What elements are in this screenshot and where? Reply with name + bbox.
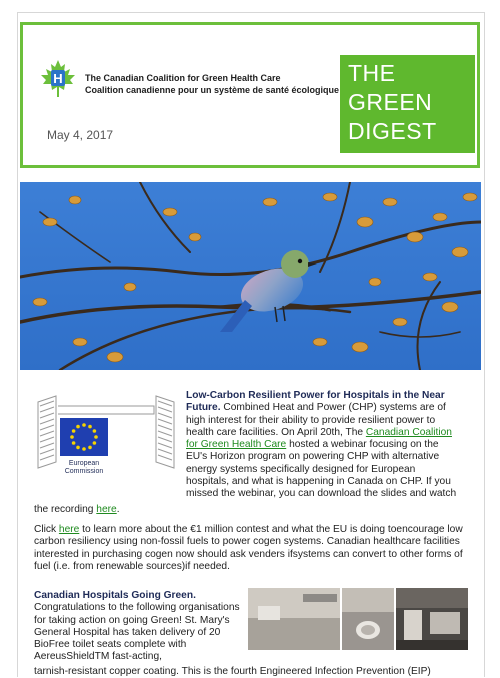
maple-leaf-h-logo-icon	[37, 59, 79, 99]
recording-here-link[interactable]: here	[96, 504, 117, 515]
article-chp-webinar	[186, 390, 460, 501]
article-title: Low-Carbon Resilient Power for Hospitals in the Near Future.	[186, 390, 445, 414]
digest-title-line: DIGEST	[348, 118, 437, 144]
eu-label-line: European	[68, 460, 100, 467]
article-text: Click	[34, 524, 59, 535]
green-digest-badge	[340, 55, 475, 153]
digest-title-line: GREEN	[348, 89, 433, 115]
svg-text:H: H	[53, 71, 63, 86]
article-text: hosted a webinar focusing on the EU's Horizon program on powering CHP with alternative energy systems specifically designed for European hospitals, and what is happening in Canada on CHP. If you missed the webinar, you can download the slides and watch	[186, 439, 457, 500]
article-hospitals-continued	[34, 666, 474, 678]
contest-here-link[interactable]: here	[58, 524, 80, 535]
hospital-room-photo	[248, 588, 340, 650]
article-text: Combined Heat and Power (CHP) systems are of high interest for their ability to provide resilient power to health care facilities. On April 20th, The	[186, 402, 446, 438]
org-name-french: Coalition canadienne pour un système de santé écologique	[85, 85, 340, 95]
article-text: Congratulations to the following organisations for taking action on going Green! St. Mary's General Hospital has taken delivery of 20 BioFree toilet seats complete with AereusShieldTM fast-acting,	[34, 602, 240, 663]
article-text: the recording	[34, 504, 97, 515]
article-text: .	[116, 504, 120, 515]
coalition-link[interactable]: Canadian Coalition for Green Health Care	[186, 426, 452, 451]
newsletter-header	[20, 22, 480, 168]
article-chp-webinar-continued	[34, 504, 474, 516]
eu-flag-icon	[60, 418, 108, 456]
digest-title-line: THE	[348, 60, 396, 86]
eu-commission-label	[60, 460, 108, 476]
article-text: to learn more about the €1 million contest and what the EU is doing toencourage low carbon resiliency using non-fossil fuels to power cogen systems. Canadian healthcare facilities interested in purchasing cogen now should ask venders ifsystems can convert to other forms of fuel (i.e. from renewable sources)if needed.	[34, 524, 463, 572]
article-text: tarnish-resistant copper coating. This is the fourth Engineered Infection Prevention (EIP)	[34, 666, 431, 677]
issue-date: May 4, 2017	[47, 128, 114, 142]
article-eu-contest	[34, 524, 474, 573]
eu-label-line: Commission	[64, 468, 104, 475]
hospital-washroom-photo	[396, 588, 468, 650]
bird-on-branch-photo	[20, 182, 481, 370]
article-hospitals-going-green	[34, 590, 248, 664]
org-name-english: The Canadian Coalition for Green Health Care	[85, 73, 281, 83]
article-title: Canadian Hospitals Going Green.	[34, 590, 196, 601]
toilet-seat-photo	[342, 588, 394, 650]
